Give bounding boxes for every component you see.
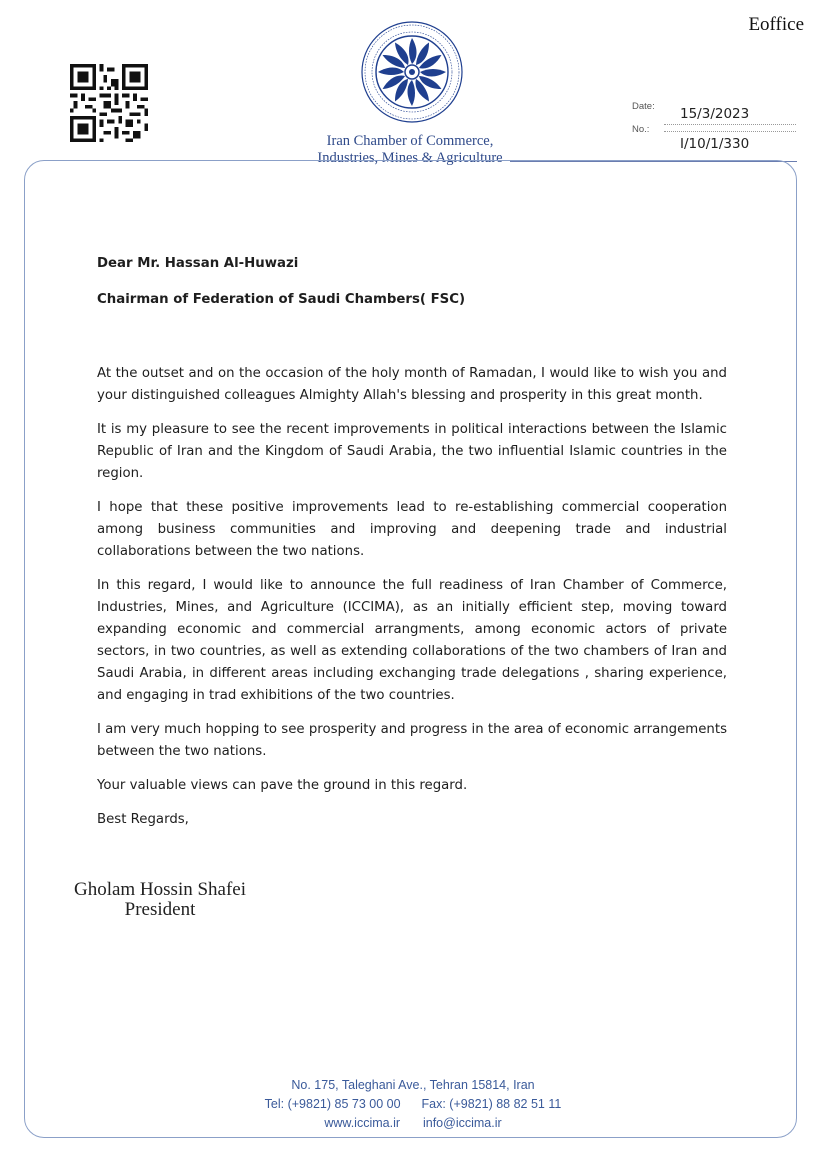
date-underline — [664, 124, 796, 125]
footer-email[interactable]: info@iccima.ir — [422, 1116, 502, 1130]
footer — [240, 1076, 586, 1133]
footer-fax: Fax: (+9821) 88 82 51 11 — [421, 1097, 562, 1111]
date-value: 15/3/2023 — [680, 106, 750, 122]
number-underline — [664, 131, 796, 132]
paragraph: I am very much hopping to see prosperity and progress in the area of economic arrangements between the two nations. — [97, 722, 727, 759]
paragraph: Your valuable views can pave the ground in this regard. — [97, 778, 468, 793]
date-label: Date: — [632, 101, 655, 112]
iccima-logo — [358, 18, 466, 126]
signature-block — [70, 880, 250, 920]
footer-web-row — [240, 1114, 586, 1133]
footer-tel: Tel: (+9821) 85 73 00 00 — [264, 1097, 401, 1111]
eoffice-tag: Eoffice — [748, 14, 804, 35]
closing: Best Regards, — [97, 812, 189, 827]
signatory-name: Gholam Hossin Shafei — [73, 879, 247, 900]
org-name-line1: Iran Chamber of Commerce, — [326, 133, 494, 149]
recipient-title: Chairman of Federation of Saudi Chambers( FSC) — [97, 292, 466, 307]
footer-address: No. 175, Taleghani Ave., Tehran 15814, Iran — [291, 1078, 535, 1092]
qr-code — [70, 64, 148, 142]
number-value: I/10/1/330 — [680, 136, 750, 152]
paragraph: In this regard, I would like to announce the full readiness of Iran Chamber of Commerce, Industries, Mines, and Agriculture (ICCIMA), as an initially efficient step, moving toward expanding economic and commercial arrangments, among economic actors of private sectors, in two countries, as well as extending collaborations of the two chambers of Iran and Saudi Arabia, in different areas including exchanging trade delegations , sharing experience, and engaging in trad exhibitions of the two countries. — [97, 578, 727, 703]
paragraph: I hope that these positive improvements lead to re-establishing commercial cooperation among business communities and improving and deepening trade and industrial collaborations between the two nations. — [97, 500, 727, 559]
number-label: No.: — [632, 124, 650, 135]
paragraph: It is my pleasure to see the recent improvements in political interactions between the Islamic Republic of Iran and the Kingdom of Saudi Arabia, the two influential Islamic countries in the region. — [97, 422, 727, 481]
footer-phone-row — [240, 1095, 586, 1114]
salutation: Dear Mr. Hassan Al-Huwazi — [97, 256, 299, 271]
org-name-line2: Industries, Mines & Agriculture — [317, 150, 503, 166]
paragraph: At the outset and on the occasion of the holy month of Ramadan, I would like to wish you and your distinguished colleagues Almighty Allah's blessing and prosperity in this great month. — [97, 366, 727, 403]
letter-body — [97, 253, 727, 843]
footer-website[interactable]: www.iccima.ir — [324, 1116, 401, 1130]
signatory-title: President — [124, 899, 196, 920]
